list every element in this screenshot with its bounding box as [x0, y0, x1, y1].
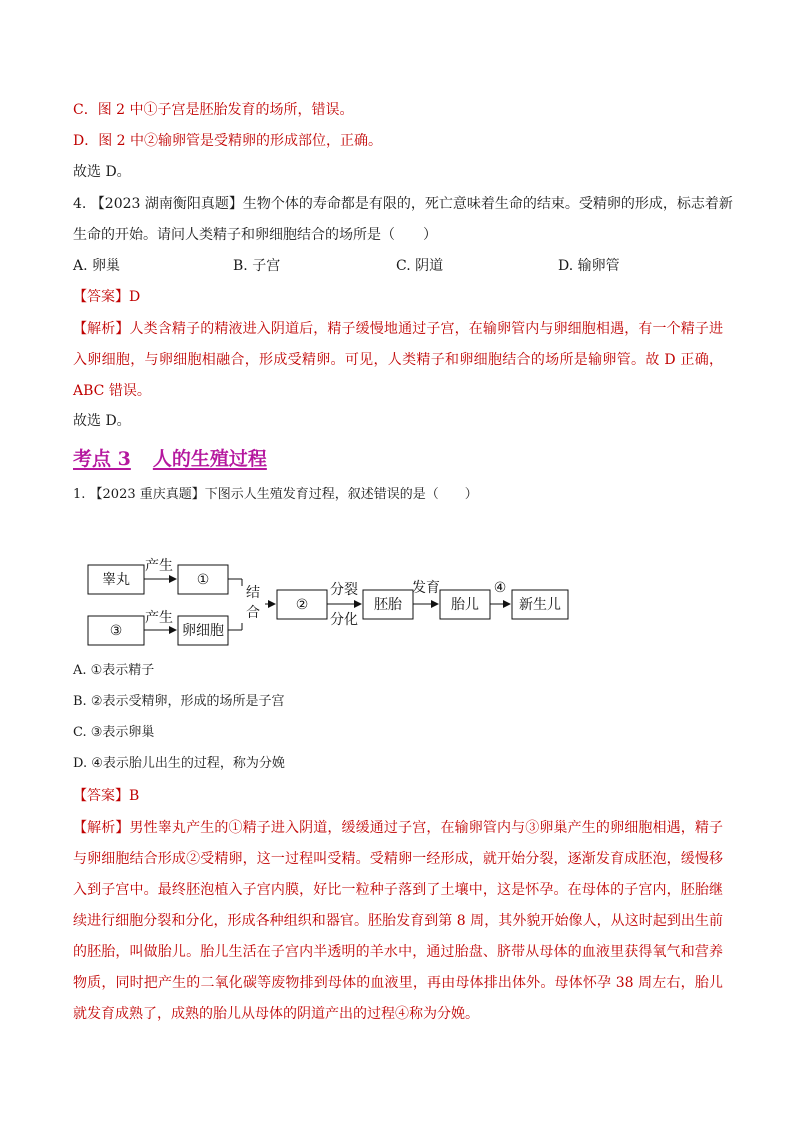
- embryo-label: 胚胎: [374, 597, 402, 613]
- q1-analysis: 【解析】男性睾丸产生的①精子进入阴道，缓缓通过子宫，在输卵管内与③卵巢产生的卵细胞相遇，精子与卵细胞结合形成②受精卵，这一过程叫受精。受精卵一经形成，就开始分裂，逐渐发育成胚泡，缓慢移入到子宫中。最终胚泡植入子宫内膜，好比一粒种子落到了土壤中，这是怀孕。在母体的子宫内，胚胎继续进行细胞分裂和分化，形成各种组织和器官。胚胎发育到第 8 周，其外貌开始像人，从这时起到出生前的胚胎，叫做胎儿。胎儿生活在子宫内半透明的羊水中，通过胎盘、脐带从母体的血液里获得氧气和营养物质，同时把产生的二氧化碳等废物排到母体的血液里，再由母体排出体外。母体怀孕 38 周左右，胎儿就发育成熟了，成熟的胎儿从母体的阴道产出的过程④称为分娩。: [73, 820, 723, 1022]
- q4-option-a: A. 卵巢: [73, 258, 121, 274]
- circle4-label: ④: [493, 580, 507, 596]
- develop-label: 发育: [412, 580, 440, 596]
- newborn-label: 新生儿: [519, 597, 561, 613]
- q1-option-c: C. ③表示卵巢: [73, 725, 155, 740]
- q1-stem: 1. 【2023 重庆真题】下图示人生殖发育过程，叙述错误的是（ ）: [73, 487, 478, 502]
- prev-option-c: C．图 2 中①子宫是胚胎发育的场所，错误。: [73, 102, 354, 118]
- prev-option-d: D．图 2 中②输卵管是受精卵的形成部位，正确。: [73, 133, 383, 149]
- combine-char-1: 结: [246, 585, 260, 601]
- section-heading: [73, 446, 267, 472]
- q1-answer: 【答案】B: [73, 788, 140, 804]
- produce-top-label: 产生: [145, 558, 173, 574]
- produce-bottom-label: 产生: [145, 610, 173, 626]
- q4-options: [73, 256, 723, 276]
- fetus-label: 胎儿: [451, 597, 479, 613]
- q4-conclusion: 故选 D。: [73, 413, 131, 429]
- reproduction-diagram: [80, 548, 580, 662]
- circle1-label: ①: [196, 572, 210, 588]
- q4-option-d: D. 输卵管: [558, 258, 620, 274]
- circle2-label: ②: [295, 597, 309, 613]
- q4-option-b: B. 子宫: [233, 258, 281, 274]
- q1-option-d: D. ④表示胎儿出生的过程，称为分娩: [73, 756, 285, 771]
- divide-label: 分裂: [330, 582, 358, 598]
- differentiate-label: 分化: [330, 612, 358, 628]
- testis-label: 睾丸: [102, 572, 130, 588]
- section-label: 考点 3: [73, 448, 131, 470]
- q1-option-b: B. ②表示受精卵，形成的场所是子宫: [73, 694, 285, 709]
- q4-option-c: C. 阴道: [396, 258, 444, 274]
- q4-stem-line2: 生命的开始。请问人类精子和卵细胞结合的场所是（ ）: [73, 227, 437, 243]
- section-title: 人的生殖过程: [152, 448, 267, 470]
- q4-stem-line1: 4. 【2023 湖南衡阳真题】生物个体的寿命都是有限的，死亡意味着生命的结束。受精卵的形成，标志着新: [73, 196, 733, 212]
- prev-conclusion: 故选 D。: [73, 164, 131, 180]
- q4-analysis: 【解析】人类含精子的精液进入阴道后，精子缓慢地通过子宫，在输卵管内与卵细胞相遇，有一个精子进入卵细胞，与卵细胞相融合，形成受精卵。可见，人类精子和卵细胞结合的场所是输卵管。故 D 正确，ABC 错误。: [73, 321, 723, 399]
- q4-answer: 【答案】D: [73, 289, 141, 305]
- q1-option-a: A. ①表示精子: [73, 663, 155, 678]
- circle3-label: ③: [109, 623, 123, 639]
- combine-char-2: 合: [246, 605, 260, 621]
- egg-label: 卵细胞: [182, 623, 224, 639]
